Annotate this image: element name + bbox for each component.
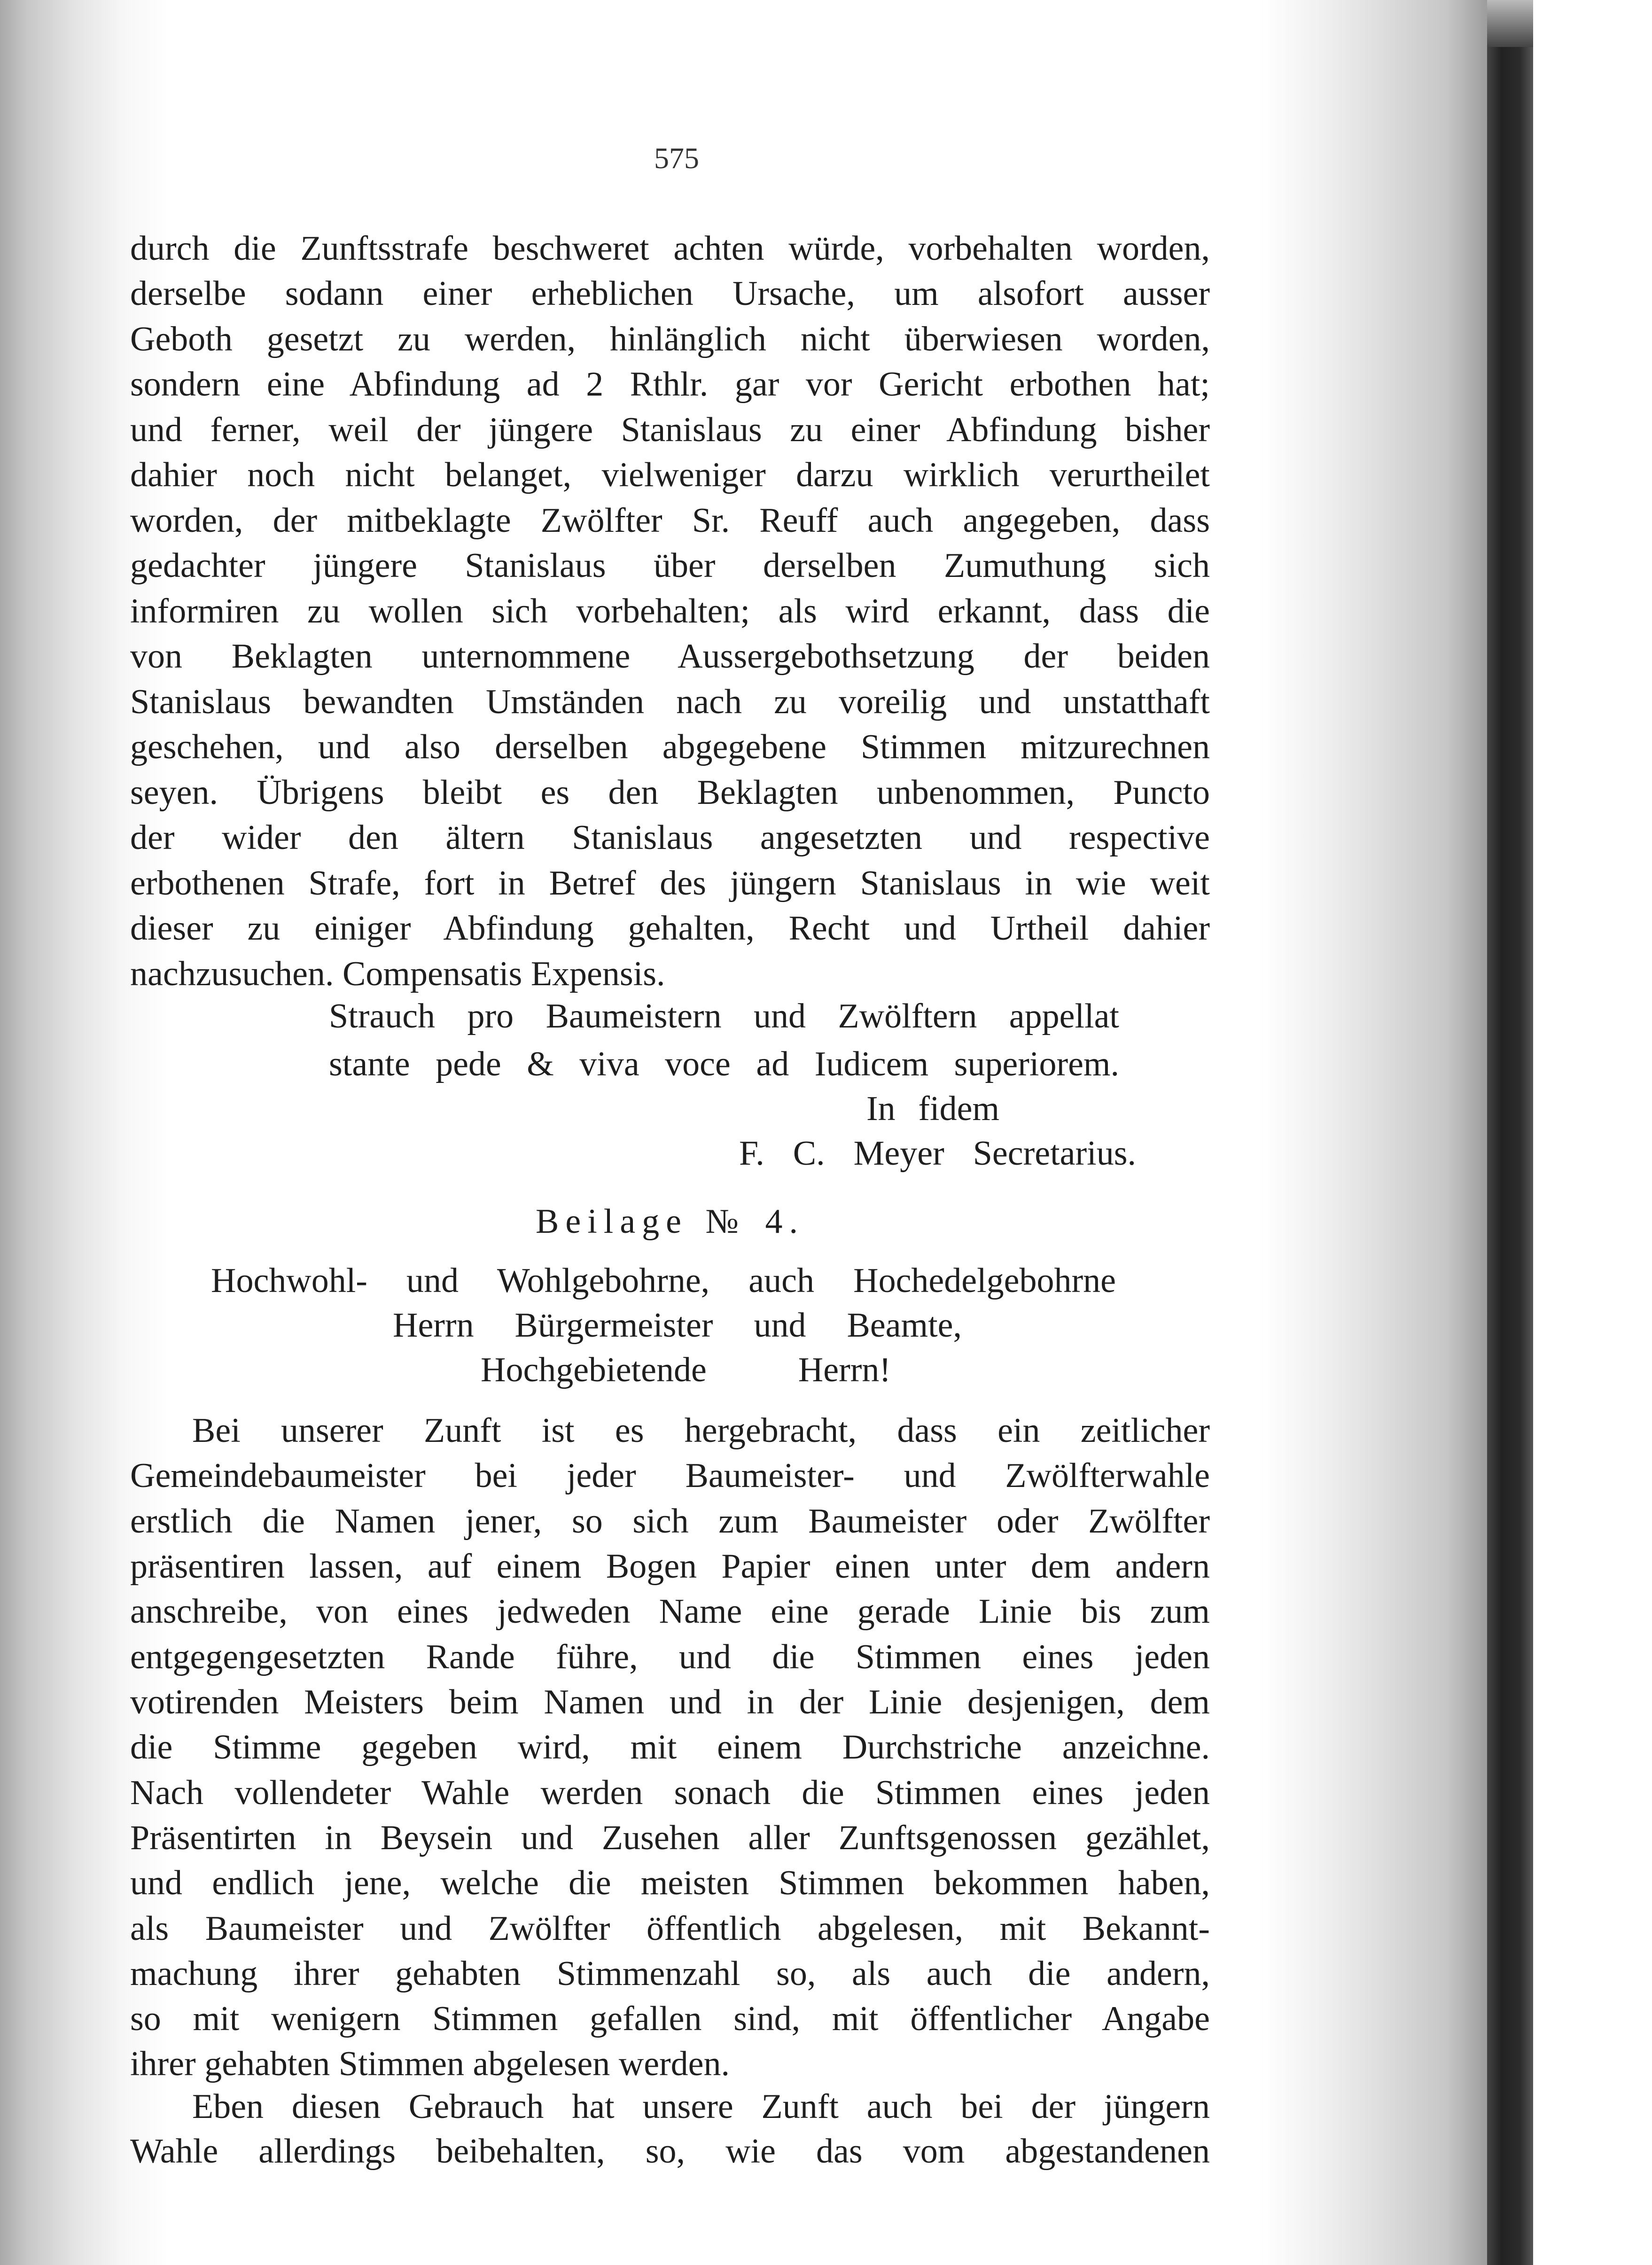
text-line: derselbe sodann einer erheblichen Ursache, um alsofort ausser [130,274,1210,313]
text-line: präsentiren lassen, auf einem Bogen Papier einen unter dem andern [130,1547,1210,1586]
text-line: Stanislaus bewandten Umständen nach zu voreilig und unstatthaft [130,683,1210,721]
book-binding-edge [1487,47,1533,2265]
text-line: Gemeindebaumeister bei jeder Baumeister- und Zwölfterwahle [130,1456,1210,1495]
text-line: worden, der mitbeklagte Zwölfter Sr. Reuff auch angegeben, dass [130,501,1210,540]
text-line: und ferner, weil der jüngere Stanislaus zu einer Abfindung bisher [130,411,1210,449]
text-line: von Beklagten unternommene Aussergebothsetzung der beiden [130,637,1210,676]
text-line: dieser zu einiger Abfindung gehalten, Recht und Urtheil dahier [130,909,1210,948]
text-line: Eben diesen Gebrauch hat unsere Zunft auch bei der jüngern [192,2087,1210,2126]
text-line: Nach vollendeter Wahle werden sonach die Stimmen eines jeden [130,1774,1210,1812]
text-line: Bei unserer Zunft ist es hergebracht, dass ein zeitlicher [192,1411,1210,1450]
text-line: seyen. Übrigens bleibt es den Beklagten unbenommen, Puncto [130,773,1210,812]
text-line: ihrer gehabten Stimmen abgelesen werden. [130,2045,730,2083]
text-line: so mit wenigern Stimmen gefallen sind, mit öffentlicher Angabe [130,2000,1210,2038]
scan-shadow-right [1259,0,1487,2265]
salutation-line: Hochwohl- und Wohlgebohrne, auch Hochedelgebohrne [211,1261,1116,1300]
text-line: sondern eine Abfindung ad 2 Rthlr. gar vor Gericht erbothen hat; [130,365,1210,404]
text-line: informiren zu wollen sich vorbehalten; als wird erkannt, dass die [130,592,1210,630]
salutation-line: Hochgebietende Herrn! [481,1351,891,1389]
text-line: als Baumeister und Zwölfter öffentlich abgelesen, mit Bekannt- [130,1909,1210,1948]
text-line: Präsentirten in Beysein und Zusehen aller Zunftsgenossen gezählet, [130,1819,1210,1857]
text-line: und endlich jene, welche die meisten Stimmen bekommen haben, [130,1864,1210,1902]
text-line: durch die Zunftsstrafe beschweret achten würde, vorbehalten worden, [130,229,1210,268]
text-line: die Stimme gegeben wird, mit einem Durchstriche anzeichne. [130,1728,1210,1767]
appeal-line: stante pede & viva voce ad Iudicem superiorem. [329,1045,1119,1083]
book-binding-edge-top [1487,0,1533,47]
appeal-line: Strauch pro Baumeistern und Zwölftern appellat [329,997,1119,1035]
text-line: erbothenen Strafe, fort in Betref des jüngern Stanislaus in wie weit [130,864,1210,903]
text-line: anschreibe, von eines jedweden Name eine gerade Linie bis zum [130,1592,1210,1631]
text-line: geschehen, und also derselben abgegebene Stimmen mitzurechnen [130,728,1210,766]
text-line: der wider den ältern Stanislaus angesetzten und respective [130,818,1210,857]
attestation: In fidem [866,1090,999,1128]
page-number: 575 [654,141,699,175]
salutation-line: Herrn Bürgermeister und Beamte, [393,1306,962,1345]
enclosure-title: Beilage № 4. [536,1202,804,1241]
text-line: dahier noch nicht belanget, vielweniger darzu wirklich verurtheilet [130,456,1210,494]
text-line: gedachter jüngere Stanislaus über derselben Zumuthung sich [130,546,1210,585]
text-line: entgegengesetzten Rande führe, und die Stimmen eines jeden [130,1638,1210,1676]
text-line: machung ihrer gehabten Stimmenzahl so, als auch die andern, [130,1954,1210,1993]
text-line: nachzusuchen. Compensatis Expensis. [130,955,665,993]
text-line: Geboth gesetzt zu werden, hinlänglich nicht überwiesen worden, [130,320,1210,358]
text-line: votirenden Meisters beim Namen und in der Linie desjenigen, dem [130,1683,1210,1721]
text-line: erstlich die Namen jener, so sich zum Baumeister oder Zwölfter [130,1502,1210,1541]
signature: F. C. Meyer Secretarius. [739,1134,1136,1173]
text-line: Wahle allerdings beibehalten, so, wie das vom abgestandenen [130,2132,1210,2171]
